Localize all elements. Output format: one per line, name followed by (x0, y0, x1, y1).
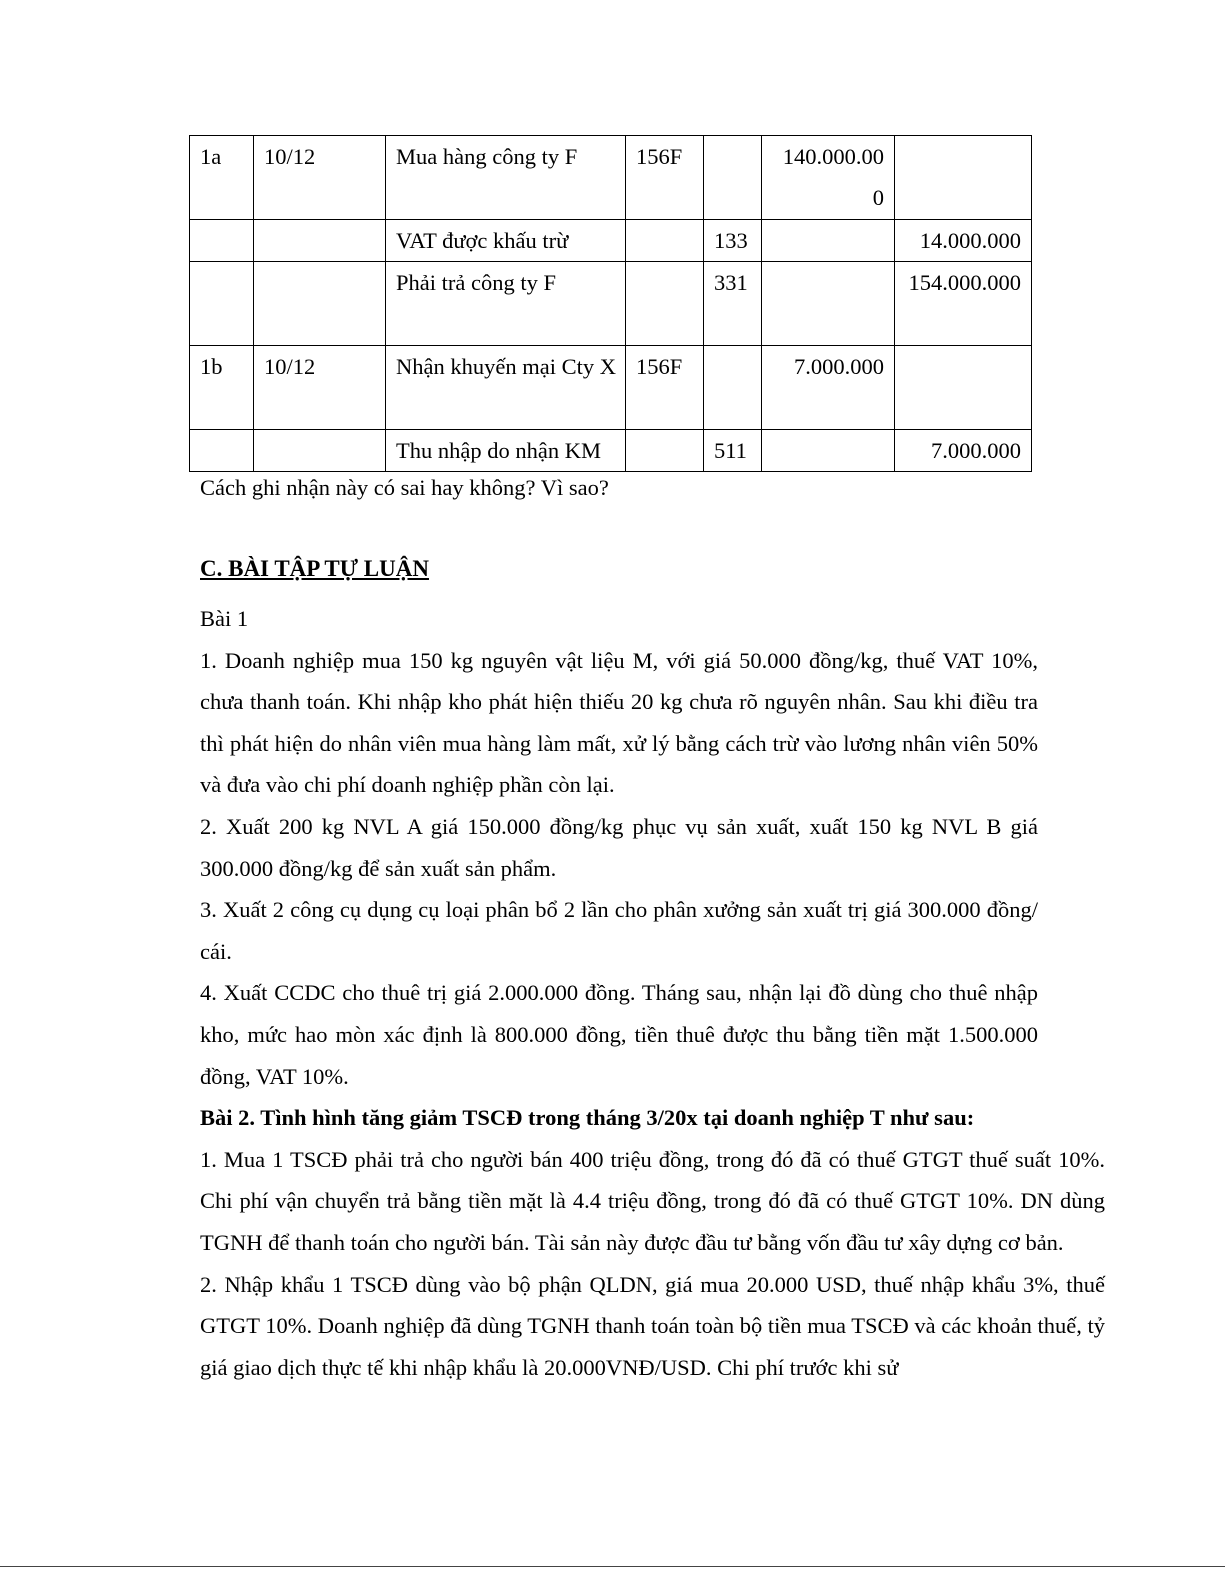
entry-description: Nhận khuyến mại Cty X (386, 346, 626, 430)
entry-description: Mua hàng công ty F (386, 136, 626, 220)
entry-id: 1a (190, 136, 254, 220)
debit-amount (762, 220, 895, 262)
exercise-2-item: 2. Nhập khẩu 1 TSCĐ dùng vào bộ phận QLDN, giá mua 20.000 USD, thuế nhập khẩu 3%, thuế GTGT 10%. Doanh nghiệp đã dùng TGNH thanh toán toàn bộ tiền mua TSCĐ và các khoản thuế, tỷ giá giao dịch thực tế khi nhập khẩu là 20.000VNĐ/USD. Chi phí trước khi sử (200, 1271, 1105, 1380)
credit-amount: 14.000.000 (895, 220, 1032, 262)
credit-account: 511 (704, 430, 762, 472)
entry-id (190, 220, 254, 262)
debit-amount: 7.000.000 (762, 346, 895, 430)
debit-account: 156F (626, 346, 704, 430)
debit-amount (762, 430, 895, 472)
question-text: Cách ghi nhận này có sai hay không? Vì sao? (200, 475, 609, 500)
exercise-1-title: Bài 1 (200, 606, 249, 631)
exercise-1-item: 1. Doanh nghiệp mua 150 kg nguyên vật liệu M, với giá 50.000 đồng/kg, thuế VAT 10%, chưa thanh toán. Khi nhập kho phát hiện thiếu 20 kg chưa rõ nguyên nhân. Sau khi điều tra thì phát hiện do nhân viên mua hàng làm mất, xử lý bằng cách trừ vào lương nhân viên 50% và đưa vào chi phí doanh nghiệp phần còn lại. (200, 647, 1038, 798)
debit-account (626, 262, 704, 346)
entry-date: 10/12 (254, 136, 386, 220)
debit-amount (762, 262, 895, 346)
credit-account (704, 346, 762, 430)
ledger-row (190, 136, 1032, 220)
entry-id: 1b (190, 346, 254, 430)
debit-account (626, 430, 704, 472)
exercise-2-title: Bài 2. Tình hình tăng giảm TSCĐ trong tháng 3/20x tại doanh nghiệp T như sau: (200, 1105, 975, 1131)
exercise-1-item: 4. Xuất CCDC cho thuê trị giá 2.000.000 đồng. Tháng sau, nhận lại đồ dùng cho thuê nhập kho, mức hao mòn xác định là 800.000 đồng, tiền thuê được thu bằng tiền mặt 1.500.000 đồng, VAT 10%. (200, 980, 1038, 1089)
exercise-body (200, 598, 1105, 1388)
credit-account: 133 (704, 220, 762, 262)
exercise-1-item: 3. Xuất 2 công cụ dụng cụ loại phân bổ 2 lần cho phân xưởng sản xuất trị giá 300.000 đồng/ cái. (200, 897, 1038, 964)
entry-id (190, 262, 254, 346)
entry-date: 10/12 (254, 346, 386, 430)
debit-account (626, 220, 704, 262)
ledger-table (189, 135, 1032, 472)
credit-account (704, 136, 762, 220)
credit-amount (895, 346, 1032, 430)
entry-description: VAT được khấu trừ (386, 220, 626, 262)
ledger-row (190, 430, 1032, 472)
credit-amount: 154.000.000 (895, 262, 1032, 346)
entry-description: Thu nhập do nhận KM (386, 430, 626, 472)
exercise-2-item: 1. Mua 1 TSCĐ phải trả cho người bán 400 triệu đồng, trong đó đã có thuế GTGT thuế suất 10%. Chi phí vận chuyển trả bằng tiền mặt là 4.4 triệu đồng, trong đó đã có thuế GTGT 10%. DN dùng TGNH để thanh toán cho người bán. Tài sản này được đầu tư bằng vốn đầu tư xây dựng cơ bản. (200, 1146, 1105, 1255)
exercise-1-item: 2. Xuất 200 kg NVL A giá 150.000 đồng/kg phục vụ sản xuất, xuất 150 kg NVL B giá 300.000 đồng/kg để sản xuất sản phẩm. (200, 813, 1038, 881)
ledger-row (190, 262, 1032, 346)
page-bottom-rule (0, 1566, 1225, 1567)
section-heading: C. BÀI TẬP TỰ LUẬN (200, 556, 429, 581)
ledger-row (190, 346, 1032, 430)
entry-date (254, 220, 386, 262)
entry-id (190, 430, 254, 472)
entry-date (254, 430, 386, 472)
ledger-row (190, 220, 1032, 262)
entry-description: Phải trả công ty F (386, 262, 626, 346)
credit-account: 331 (704, 262, 762, 346)
debit-amount: 140.000.000 (762, 136, 895, 220)
entry-date (254, 262, 386, 346)
credit-amount: 7.000.000 (895, 430, 1032, 472)
credit-amount (895, 136, 1032, 220)
debit-account: 156F (626, 136, 704, 220)
